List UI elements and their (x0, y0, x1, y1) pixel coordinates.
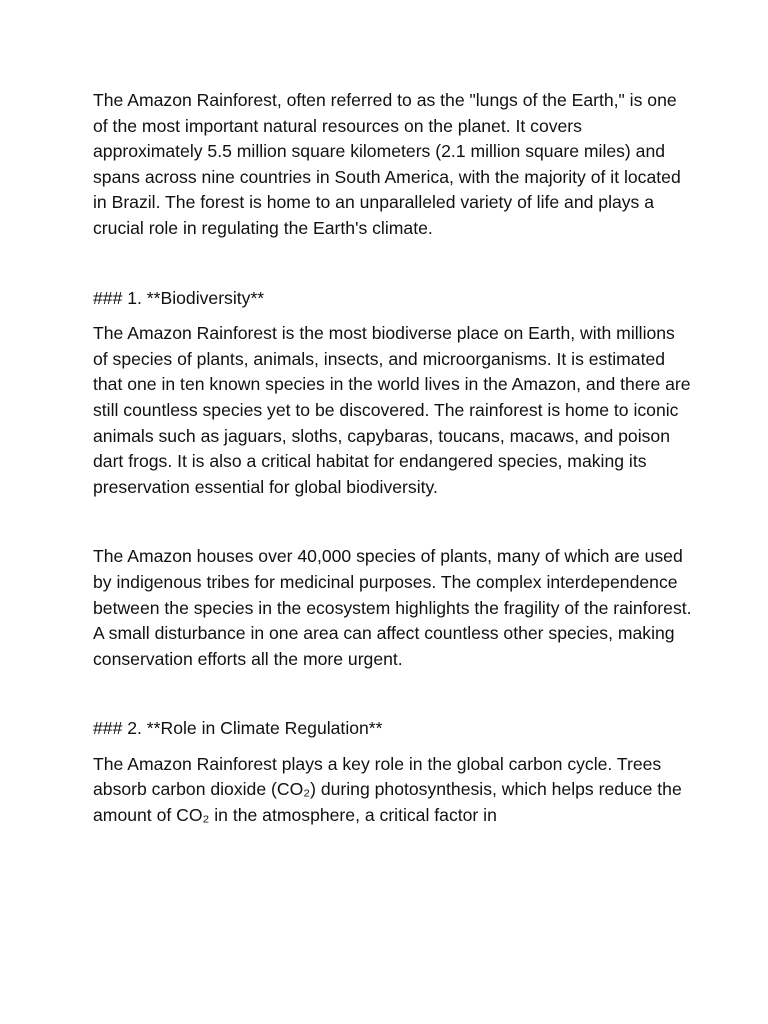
section-2-heading: ### 2. **Role in Climate Regulation** (93, 718, 383, 739)
spacer (93, 742, 693, 752)
section-1-heading: ### 1. **Biodiversity** (93, 287, 265, 308)
section-2-paragraph-1: The Amazon Rainforest plays a key role in the global carbon cycle. Trees absorb carbon dioxide (CO₂) during photosynthesis, which helps reduce the amount of CO₂ in the atmosphere, a critical factor in (93, 753, 682, 826)
spacer (93, 242, 693, 286)
section-1-paragraph-1: The Amazon Rainforest is the most biodiverse place on Earth, with millions of species of plants, animals, insects, and microorganisms. It is estimated that one in ten known species in the world lives in the Amazon, and there are still countless species yet to be discovered. The rainforest is home to iconic animals such as jaguars, sloths, capybaras, toucans, macaws, and poison dart frogs. It is also a critical habitat for endangered species, making its preservation essential for global biodiversity. (93, 323, 691, 497)
document-page (93, 88, 693, 829)
section-1-paragraph-2: The Amazon houses over 40,000 species of plants, many of which are used by indigenous tribes for medicinal purposes. The complex interdependence between the species in the ecosystem highlights the fragility of the rainforest. A small disturbance in one area can affect countless other species, making conservation efforts all the more urgent. (93, 546, 692, 669)
intro-paragraph: The Amazon Rainforest, often referred to as the "lungs of the Earth," is one of the most important natural resources on the planet. It covers approximately 5.5 million square kilometers (2.1 million square miles) and spans across nine countries in South America, with the majority of it located in Brazil. The forest is home to an unparalleled variety of life and plays a crucial role in regulating the Earth's climate. (93, 90, 681, 238)
spacer (93, 500, 693, 544)
spacer (93, 311, 693, 321)
spacer (93, 672, 693, 716)
